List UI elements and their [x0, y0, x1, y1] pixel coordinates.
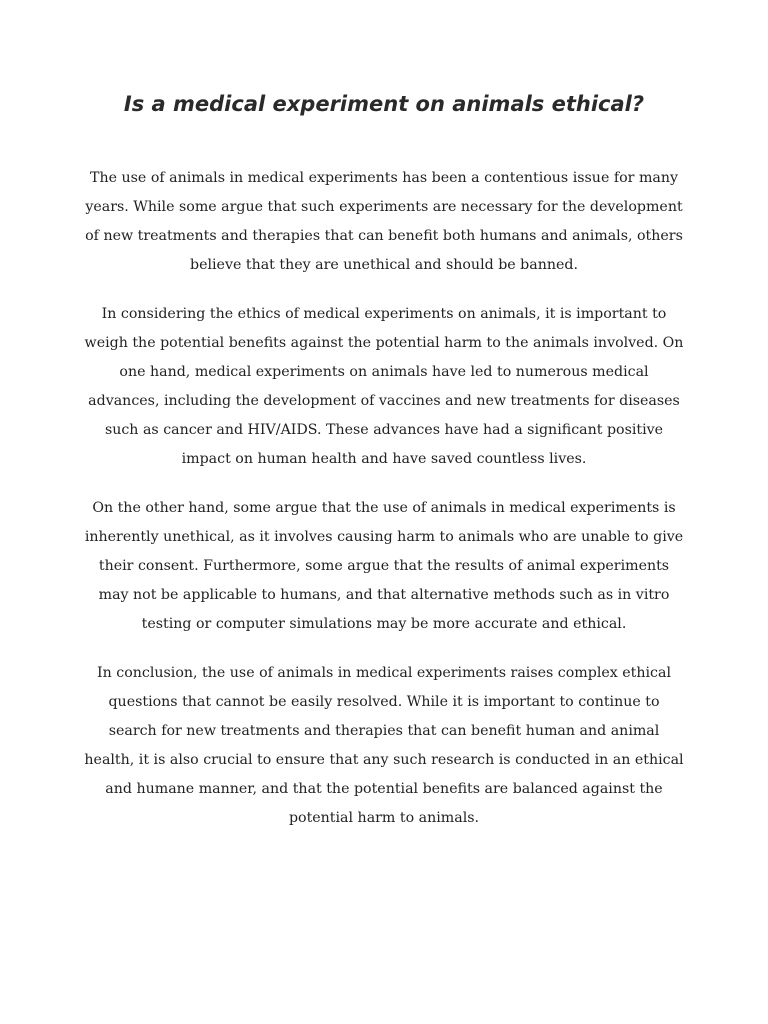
- paragraph-4: In conclusion, the use of animals in medical experiments raises complex ethical questions that cannot be easily resolved. While it is important to continue to search for new treatments and therapies that can benefit human and animal health, it is also crucial to ensure that any such research is conducted in an ethical and humane manner, and that the potential benefits are balanced against the potential harm to animals.: [84, 665, 684, 826]
- paragraph-3: On the other hand, some argue that the use of animals in medical experiments is inherently unethical, as it involves causing harm to animals who are unable to give their consent. Furthermore, some argue that the results of animal experiments may not be applicable to humans, and that alternative methods such as in vitro testing or computer simulations may be more accurate and ethical.: [84, 500, 684, 632]
- paragraph-1: The use of animals in medical experiments has been a contentious issue for many years. While some argue that such experiments are necessary for the development of new treatments and therapies that can benefit both humans and animals, others believe that they are unethical and should be banned.: [85, 170, 683, 273]
- paragraph-2: In considering the ethics of medical experiments on animals, it is important to weigh the potential benefits against the potential harm to the animals involved. On one hand, medical experiments on animals have led to numerous medical advances, including the development of vaccines and new treatments for diseases such as cancer and HIV/AIDS. These advances have had a significant positive impact on human health and have saved countless lives.: [84, 306, 684, 467]
- document-title: Is a medical experiment on animals ethical?: [123, 92, 645, 116]
- document-body: [84, 164, 684, 833]
